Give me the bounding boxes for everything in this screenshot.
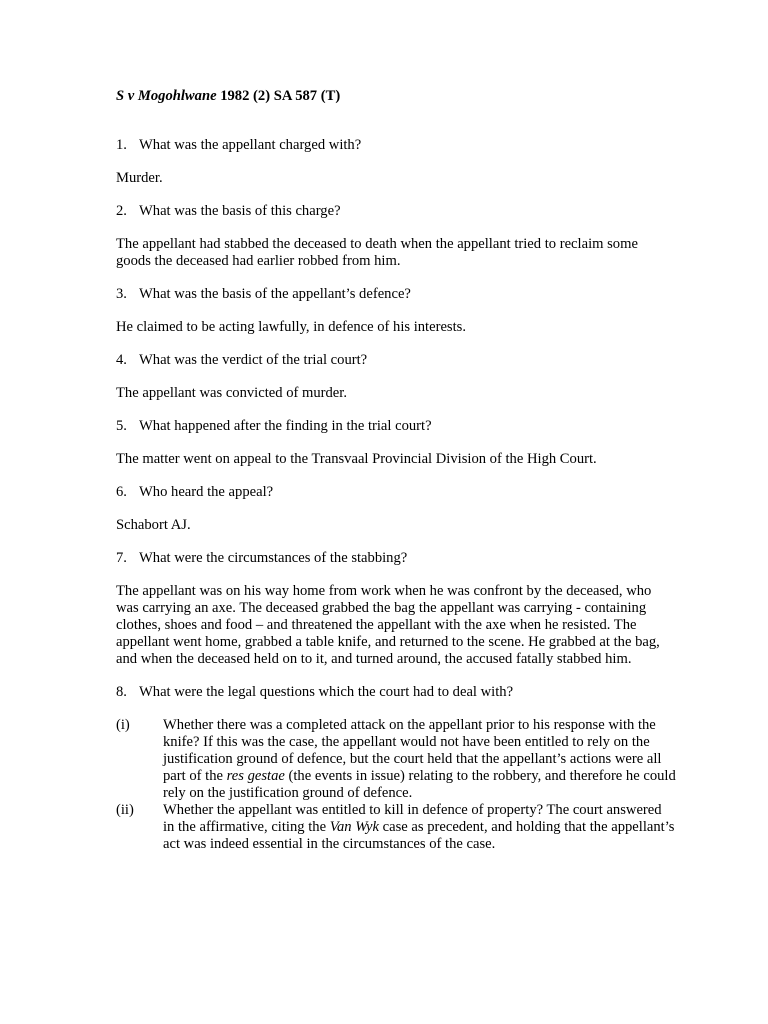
legal-question-item: [116, 802, 676, 853]
question-text: What was the basis of the appellant’s defence?: [139, 286, 411, 302]
question-text: What was the verdict of the trial court?: [139, 352, 368, 368]
question-7: [116, 550, 676, 567]
question-4: [116, 352, 676, 369]
item-text-italic: Van Wyk: [329, 819, 380, 835]
item-label: (ii): [116, 802, 134, 818]
question-5: [116, 418, 676, 435]
case-title: [116, 88, 676, 105]
question-number: 7.: [116, 550, 127, 566]
question-8: [116, 684, 676, 701]
document-page: [116, 88, 676, 853]
question-number: 2.: [116, 203, 127, 219]
item-text: [163, 717, 676, 802]
item-text-after: case as precedent, and holding that the appellant’s act was indeed essential in the circumstances of the case.: [163, 819, 675, 852]
question-6: [116, 484, 676, 501]
question-number: 6.: [116, 484, 127, 500]
question-text: What was the appellant charged with?: [139, 137, 362, 153]
item-text-before: Whether the appellant was entitled to kill in defence of property? The court answered in the affirmative, citing the: [163, 802, 662, 835]
question-3: [116, 286, 676, 303]
question-text: What happened after the finding in the trial court?: [139, 418, 432, 434]
item-text-italic: res gestae: [226, 768, 285, 784]
question-text: What were the legal questions which the court had to deal with?: [139, 684, 514, 700]
answer-1: Murder.: [116, 170, 163, 186]
case-name: S v Mogohlwane: [116, 88, 217, 104]
answer-4: The appellant was convicted of murder.: [116, 385, 347, 401]
question-text: What was the basis of this charge?: [139, 203, 341, 219]
item-text-after: (the events in issue) relating to the robbery, and therefore he could rely on the justification ground of defence.: [163, 768, 676, 801]
question-number: 1.: [116, 137, 127, 153]
question-number: 5.: [116, 418, 127, 434]
answer-2: The appellant had stabbed the deceased to death when the appellant tried to reclaim some goods the deceased had earlier robbed from him.: [116, 236, 638, 269]
item-text-before: Whether there was a completed attack on the appellant prior to his response with the knife? If this was the case, the appellant would not have been entitled to rely on the justification ground of defence, but the court held that the appellant’s actions were all part of the: [163, 717, 662, 784]
answer-6: Schabort AJ.: [116, 517, 191, 533]
question-number: 8.: [116, 684, 127, 700]
item-label: (i): [116, 717, 130, 733]
case-citation: 1982 (2) SA 587 (T): [216, 88, 341, 104]
answer-5: The matter went on appeal to the Transvaal Provincial Division of the High Court.: [116, 451, 597, 467]
answer-3: He claimed to be acting lawfully, in defence of his interests.: [116, 319, 466, 335]
question-text: What were the circumstances of the stabbing?: [139, 550, 408, 566]
question-number: 3.: [116, 286, 127, 302]
question-text: Who heard the appeal?: [139, 484, 274, 500]
item-text: [163, 802, 676, 853]
question-2: [116, 203, 676, 220]
question-1: [116, 137, 676, 154]
question-number: 4.: [116, 352, 127, 368]
question-answer-list: [116, 137, 676, 701]
legal-question-item: [116, 717, 676, 802]
answer-7: The appellant was on his way home from work when he was confront by the deceased, who was carrying an axe. The deceased grabbed the bag the appellant was carrying - containing clothes, shoes and food – and threatened the appellant with the axe when he resisted. The appellant went home, grabbed a table knife, and returned to the scene. He grabbed at the bag, and when the deceased held on to it, and turned around, the accused fatally stabbed him.: [116, 583, 660, 667]
legal-questions-list: [116, 717, 676, 853]
